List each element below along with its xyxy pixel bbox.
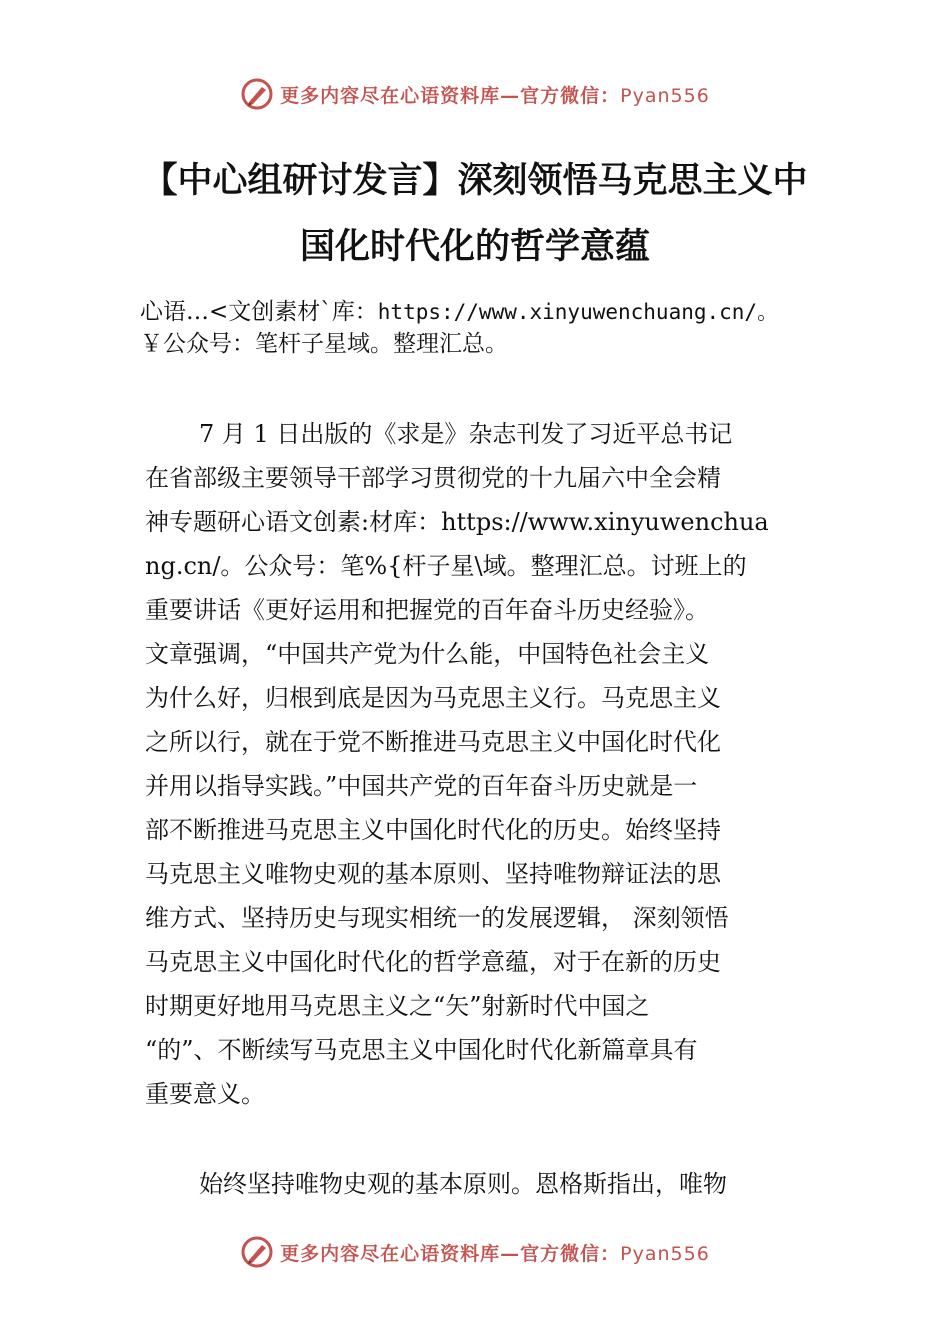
title-line-2: 国化时代化的哲学意蕴 [299,227,650,267]
wechat-account: Pyan556 [620,1242,710,1265]
paragraph-1 [145,412,825,1116]
paragraph-line: ng.cn/。公众号：笔%{杆子星\域。整理汇总。讨班上的 [145,552,747,580]
paragraph-line: 文章强调，“中国共产党为什么能，中国特色社会主义 [145,640,710,668]
wechat-account: Pyan556 [620,84,710,107]
paragraph-line: 部不断推进马克思主义中国化时代化的历史。始终坚持 [145,816,721,844]
paragraph-line: 之所以行，就在于党不断推进马克思主义中国化时代化 [145,728,721,756]
paragraph-line: 神专题研心语文创素:材库：https://www.xinyuwenchua [145,508,769,536]
header-banner [0,72,950,116]
paragraph-line: 7 月 1 日出版的《求是》杂志刊发了习近平总书记 [199,420,733,448]
title-line-1: 【中心组研讨发言】深刻领悟马克思主义中 [142,161,808,201]
footer-banner [0,1230,950,1274]
paragraph-line: 维方式、坚持历史与现实相统一的发展逻辑， 深刻领悟 [145,904,729,932]
paragraph-line: 在省部级主要领导干部学习贯彻党的十九届六中全会精 [145,464,721,492]
document-title [120,148,830,280]
pen-logo-icon [240,77,274,111]
pen-logo-icon [240,1235,274,1269]
paragraph-line: 重要讲话《更好运用和把握党的百年奋斗历史经验》。 [145,596,709,624]
paragraph-line: 马克思主义中国化时代化的哲学意蕴，对于在新的历史 [145,948,721,976]
paragraph-line: 马克思主义唯物史观的基本原则、坚持唯物辩证法的思 [145,860,721,888]
source-line-2: ￥公众号：笔杆子星域。整理汇总。 [140,331,508,357]
paragraph-line: 时期更好地用马克思主义之“矢”射新时代中国之 [145,992,650,1020]
paragraph-line: 始终坚持唯物史观的基本原则。恩格斯指出，唯物 [199,1170,727,1198]
source-note [140,296,840,360]
paragraph-line: 并用以指导实践。”中国共产党的百年奋斗历史就是一 [145,772,698,800]
paragraph-line: “的”、不断续写马克思主义中国化时代化新篇章具有 [145,1036,698,1064]
banner-text: 更多内容尽在心语资料库—官方微信：Pyan556 [280,84,710,107]
paragraph-line: 重要意义。 [145,1080,265,1108]
banner-text: 更多内容尽在心语资料库—官方微信：Pyan556 [280,1242,710,1265]
paragraph-line: 为什么好，归根到底是因为马克思主义行。马克思主义 [145,684,721,712]
paragraph-2 [145,1162,825,1206]
source-line-1: 心语…<文创素材`库：https://www.xinyuwenchuang.cn/。 [140,299,779,325]
